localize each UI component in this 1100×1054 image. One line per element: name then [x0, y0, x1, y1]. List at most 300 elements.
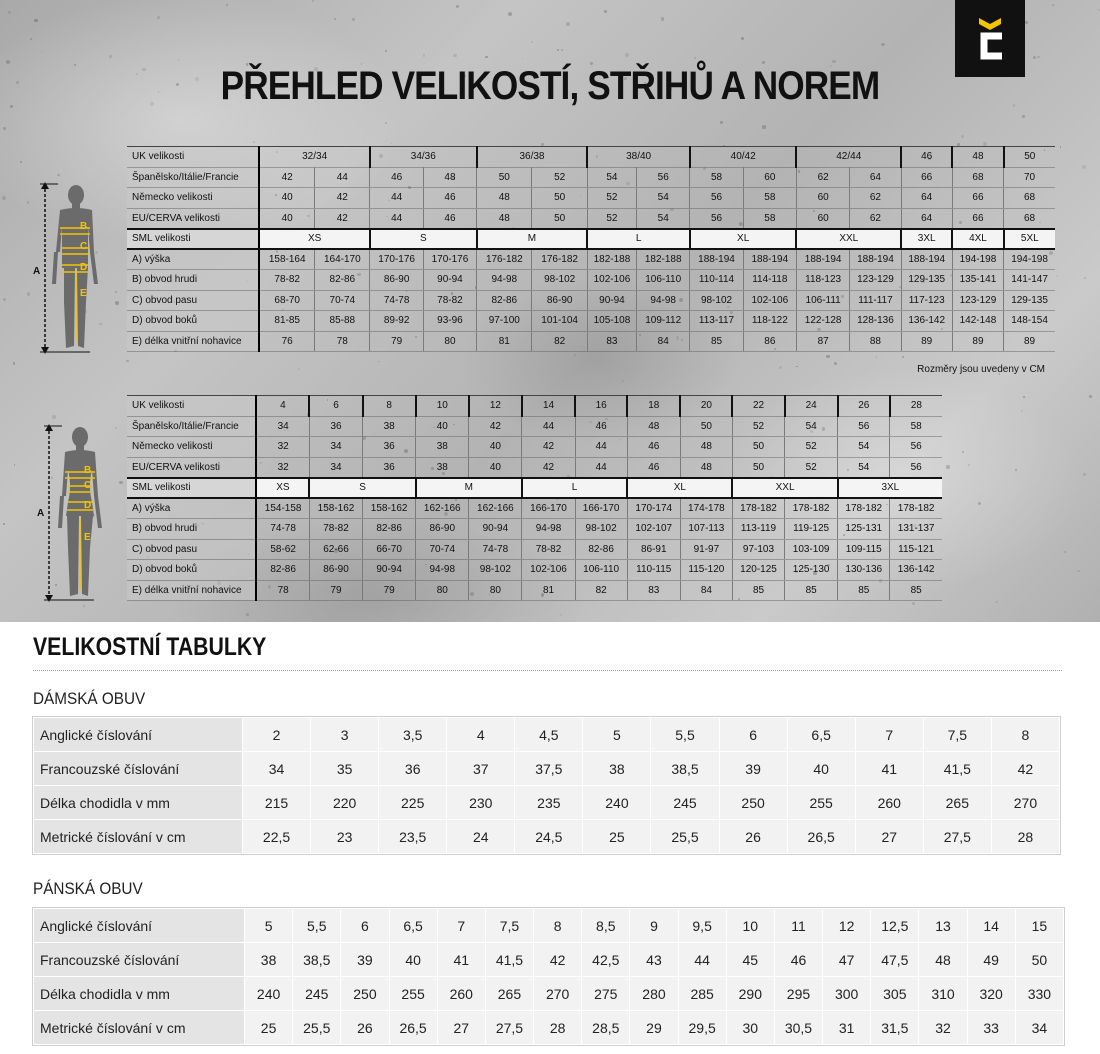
size-cell: 42: [259, 167, 314, 188]
concrete-speck: [352, 18, 355, 21]
concrete-speck: [121, 114, 122, 115]
size-cell: 60: [796, 208, 849, 229]
concrete-speck: [385, 50, 387, 52]
concrete-speck: [881, 43, 885, 47]
size-cell: 60: [796, 188, 849, 209]
size-cell: 6,5: [389, 909, 437, 943]
size-cell: 30,5: [774, 1011, 822, 1045]
size-cell: 38: [363, 416, 416, 437]
size-cell: 110-114: [690, 270, 743, 291]
size-cell: 32/34: [259, 147, 370, 168]
size-cell: 3,5: [379, 718, 447, 752]
svg-text:D: D: [80, 262, 88, 273]
size-cell: 38: [583, 752, 651, 786]
svg-text:E: E: [84, 532, 91, 543]
section-divider: [33, 670, 1062, 671]
concrete-speck: [1083, 473, 1086, 476]
size-cell: 54: [637, 208, 690, 229]
concrete-speck: [20, 161, 22, 163]
size-cell: 123-129: [952, 290, 1003, 311]
concrete-speck: [826, 355, 830, 359]
concrete-speck: [41, 51, 43, 53]
women-shoe-size-table: [33, 717, 1060, 854]
size-cell: 46: [901, 147, 952, 168]
concrete-speck: [391, 143, 392, 144]
concrete-speck: [298, 368, 300, 370]
uk-sizes-row: [127, 396, 942, 417]
size-cell: 56: [838, 416, 890, 437]
size-cell: 91-97: [680, 539, 732, 560]
size-cell: 170-176: [423, 249, 476, 270]
concrete-speck: [13, 362, 15, 364]
size-cell: 106-111: [796, 290, 849, 311]
size-cell: 12,5: [871, 909, 919, 943]
size-cell: 56: [890, 457, 942, 478]
size-cell: 36: [309, 416, 362, 437]
size-cell: 265: [485, 977, 533, 1011]
size-cell: 31,5: [871, 1011, 919, 1045]
size-cell: 109-112: [637, 311, 690, 332]
size-cell: 85: [732, 580, 784, 601]
size-cell: 131-137: [890, 519, 942, 540]
size-cell: 5: [245, 909, 293, 943]
row-label: Francouzské číslování: [34, 943, 245, 977]
row-label: UK velikosti: [127, 396, 256, 417]
size-cell: L: [587, 229, 690, 250]
size-cell: 46: [575, 416, 627, 437]
concrete-speck: [312, 0, 314, 2]
height-row: [127, 498, 942, 519]
row-label: Německo velikosti: [127, 437, 256, 458]
size-cell: 38/40: [587, 147, 690, 168]
concrete-speck: [334, 18, 336, 20]
concrete-speck: [226, 4, 228, 6]
size-cell: 7: [855, 718, 923, 752]
concrete-speck: [253, 141, 255, 143]
size-cell: 166-170: [522, 498, 575, 519]
size-cell: 48: [680, 437, 732, 458]
concrete-speck: [902, 356, 904, 358]
size-cell: 41,5: [923, 752, 991, 786]
concrete-speck: [694, 57, 696, 59]
size-cell: 44: [370, 188, 423, 209]
size-cell: 50: [532, 188, 587, 209]
size-cell: 48: [952, 147, 1003, 168]
size-cell: 125-131: [838, 519, 890, 540]
size-cell: 54: [587, 167, 636, 188]
size-cell: 26,5: [389, 1011, 437, 1045]
concrete-speck: [508, 12, 512, 16]
concrete-speck: [661, 17, 664, 20]
size-cell: 48: [477, 188, 532, 209]
size-cell: 40: [469, 457, 522, 478]
size-cell: 46: [774, 943, 822, 977]
size-cell: 245: [293, 977, 341, 1011]
concrete-speck: [622, 380, 624, 382]
size-cell: 225: [379, 786, 447, 820]
row-label: E) délka vnitřní nohavice: [127, 331, 259, 352]
size-cell: 34: [309, 437, 362, 458]
size-cell: 120-125: [732, 560, 784, 581]
size-cell: 102-106: [587, 270, 636, 291]
concrete-speck: [832, 60, 836, 64]
size-cell: 87: [796, 331, 849, 352]
size-cell: 89: [1004, 331, 1055, 352]
size-cell: 111-117: [850, 290, 901, 311]
size-cell: 81: [522, 580, 575, 601]
size-cell: 10: [416, 396, 469, 417]
row-label: Anglické číslování: [34, 909, 245, 943]
de-sizes-row: [127, 188, 1055, 209]
size-cell: 102-107: [627, 519, 680, 540]
size-cell: 83: [627, 580, 680, 601]
size-cell: 54: [637, 188, 690, 209]
size-cell: 4: [256, 396, 309, 417]
size-cell: 162-166: [469, 498, 522, 519]
size-cell: 106-110: [637, 270, 690, 291]
size-cell: 43: [630, 943, 678, 977]
size-cell: 58: [743, 188, 796, 209]
size-cell: 56: [890, 437, 942, 458]
size-cell: 82-86: [575, 539, 627, 560]
size-cell: 50: [532, 208, 587, 229]
size-cell: 178-182: [890, 498, 942, 519]
size-cell: 24,5: [515, 820, 583, 854]
men-shoe-size-table: [33, 908, 1064, 1045]
concrete-speck: [1037, 56, 1040, 59]
size-cell: 34: [243, 752, 311, 786]
concrete-speck: [522, 58, 524, 60]
size-cell: 50: [732, 437, 784, 458]
size-cell: 188-194: [850, 249, 901, 270]
size-cell: 47: [823, 943, 871, 977]
row-label: Španělsko/Itálie/Francie: [127, 167, 259, 188]
svg-text:A: A: [37, 508, 45, 519]
size-cell: 5,5: [293, 909, 341, 943]
size-cell: 74-78: [370, 290, 423, 311]
concrete-speck: [625, 53, 629, 57]
size-cell: 265: [923, 786, 991, 820]
de-sizes-row: [127, 437, 942, 458]
size-cell: 22: [732, 396, 784, 417]
size-cell: 45: [726, 943, 774, 977]
size-cell: XL: [690, 229, 797, 250]
size-cell: 14: [967, 909, 1015, 943]
size-cell: 240: [583, 786, 651, 820]
units-note: Rozměry jsou uvedeny v CM: [917, 364, 1045, 375]
concrete-speck: [246, 613, 249, 616]
size-cell: 275: [582, 977, 630, 1011]
shoe-row: [34, 752, 1060, 786]
size-cell: 86-90: [370, 270, 423, 291]
size-cell: 117-123: [901, 290, 952, 311]
size-cell: 6: [719, 718, 787, 752]
size-cell: 50: [680, 416, 732, 437]
size-cell: 40/42: [690, 147, 797, 168]
concrete-speck: [961, 135, 964, 138]
size-cell: 105-108: [587, 311, 636, 332]
size-cell: 58: [743, 208, 796, 229]
size-cell: 83: [587, 331, 636, 352]
size-cell: 48: [423, 167, 476, 188]
height-row: [127, 249, 1055, 270]
size-cell: 102-106: [743, 290, 796, 311]
concrete-speck: [3, 127, 6, 130]
size-cell: 40: [469, 437, 522, 458]
concrete-speck: [762, 125, 765, 128]
size-cell: 38: [416, 437, 469, 458]
size-cell: 79: [370, 331, 423, 352]
es-it-fr-sizes-row: [127, 167, 1055, 188]
men-body-figure: [28, 182, 118, 354]
row-label: D) obvod boků: [127, 311, 259, 332]
concrete-speck: [485, 56, 488, 59]
size-cell: 42: [469, 416, 522, 437]
size-cell: 164-170: [315, 249, 370, 270]
size-cell: 194-198: [1004, 249, 1055, 270]
size-cell: 39: [719, 752, 787, 786]
size-cell: 215: [243, 786, 311, 820]
size-cell: 174-178: [680, 498, 732, 519]
size-cell: 48: [680, 457, 732, 478]
size-cell: 6: [341, 909, 389, 943]
concrete-speck: [3, 298, 6, 301]
size-cell: 245: [651, 786, 719, 820]
size-cell: 46: [627, 457, 680, 478]
concrete-speck: [14, 464, 15, 465]
size-cell: 64: [850, 167, 901, 188]
size-cell: XS: [256, 478, 309, 499]
size-cell: 62: [850, 208, 901, 229]
waist-row: [127, 539, 942, 560]
size-cell: 115-121: [890, 539, 942, 560]
row-label: A) výška: [127, 249, 259, 270]
size-cell: 42: [315, 188, 370, 209]
row-label: B) obvod hrudi: [127, 519, 256, 540]
size-cell: 54: [785, 416, 838, 437]
size-cell: 36/38: [477, 147, 588, 168]
size-cell: 76: [259, 331, 314, 352]
size-cell: 94-98: [477, 270, 532, 291]
size-cell: 52: [587, 188, 636, 209]
size-cell: 6,5: [787, 718, 855, 752]
size-cell: 106-110: [575, 560, 627, 581]
size-cell: 182-188: [587, 249, 636, 270]
size-cell: 56: [690, 188, 743, 209]
size-cell: 41,5: [485, 943, 533, 977]
size-cell: 188-194: [690, 249, 743, 270]
concrete-speck: [796, 366, 797, 367]
row-label: B) obvod hrudi: [127, 270, 259, 291]
size-cell: 25,5: [293, 1011, 341, 1045]
size-cell: 48: [919, 943, 967, 977]
eu-cerva-sizes-row: [127, 457, 942, 478]
concrete-speck: [1022, 115, 1025, 118]
concrete-speck: [779, 366, 782, 369]
women-clothing-size-table: [127, 395, 942, 601]
concrete-speck: [1021, 410, 1023, 412]
size-cell: 260: [437, 977, 485, 1011]
size-cell: 79: [309, 580, 362, 601]
svg-text:B: B: [80, 221, 88, 232]
size-cell: 7: [437, 909, 485, 943]
size-cell: 33: [967, 1011, 1015, 1045]
size-cell: 85: [785, 580, 838, 601]
size-cell: XXL: [732, 478, 837, 499]
size-cell: 89: [952, 331, 1003, 352]
size-cell: 285: [678, 977, 726, 1011]
size-cell: 22,5: [243, 820, 311, 854]
size-cell: 154-158: [256, 498, 309, 519]
size-cell: XL: [627, 478, 732, 499]
size-cell: 176-182: [477, 249, 532, 270]
size-cell: 66-70: [363, 539, 416, 560]
size-cell: 9: [630, 909, 678, 943]
size-cell: 84: [680, 580, 732, 601]
size-cell: 125-130: [785, 560, 838, 581]
women-shoes-heading: DÁMSKÁ OBUV: [33, 689, 146, 708]
concrete-speck: [995, 601, 998, 604]
size-cell: 62: [796, 167, 849, 188]
size-cell: 58-62: [256, 539, 309, 560]
size-cell: 32: [256, 437, 309, 458]
size-cell: 49: [967, 943, 1015, 977]
concrete-speck: [8, 11, 11, 14]
size-cell: 54: [838, 437, 890, 458]
size-cell: 9,5: [678, 909, 726, 943]
size-cell: 38: [245, 943, 293, 977]
size-cell: 50: [732, 457, 784, 478]
size-cell: 70-74: [315, 290, 370, 311]
concrete-speck: [531, 41, 533, 43]
hips-row: [127, 560, 942, 581]
size-cell: 86-91: [627, 539, 680, 560]
concrete-speck: [876, 356, 878, 358]
row-label: Francouzské číslování: [34, 752, 243, 786]
size-cell: 178-182: [785, 498, 838, 519]
size-cell: 7,5: [485, 909, 533, 943]
size-cell: 4: [447, 718, 515, 752]
size-cell: 78-82: [259, 270, 314, 291]
size-cell: 80: [416, 580, 469, 601]
size-cell: 97-100: [477, 311, 532, 332]
size-cell: 89: [901, 331, 952, 352]
size-cell: 26: [341, 1011, 389, 1045]
size-cell: 34/36: [370, 147, 477, 168]
size-cell: 32: [256, 457, 309, 478]
row-label: SML velikosti: [127, 478, 256, 499]
size-cell: 46: [423, 188, 476, 209]
concrete-speck: [385, 122, 387, 124]
size-cell: 58: [890, 416, 942, 437]
size-cell: 270: [991, 786, 1059, 820]
size-cell: L: [522, 478, 627, 499]
row-label: EU/CERVA velikosti: [127, 208, 259, 229]
size-cell: 82-86: [363, 519, 416, 540]
concrete-speck: [741, 37, 744, 40]
size-cell: 50: [1004, 147, 1055, 168]
svg-text:A: A: [33, 266, 41, 277]
size-cell: 54: [838, 457, 890, 478]
size-cell: 82: [532, 331, 587, 352]
concrete-speck: [6, 60, 10, 64]
size-cell: 118-122: [743, 311, 796, 332]
size-cell: 270: [534, 977, 582, 1011]
size-cell: 107-113: [680, 519, 732, 540]
size-cell: 8: [534, 909, 582, 943]
size-cell: 320: [967, 977, 1015, 1011]
concrete-speck: [30, 38, 32, 40]
size-cell: 8: [363, 396, 416, 417]
concrete-speck: [157, 16, 160, 19]
size-cell: 23: [311, 820, 379, 854]
size-cell: 52: [532, 167, 587, 188]
size-cell: 141-147: [1004, 270, 1055, 291]
size-cell: 5: [583, 718, 651, 752]
size-cell: 42,5: [582, 943, 630, 977]
size-cell: 88: [850, 331, 901, 352]
sml-sizes-row: [127, 478, 942, 499]
size-cell: 93-96: [423, 311, 476, 332]
size-cell: 310: [919, 977, 967, 1011]
concrete-speck: [178, 59, 179, 60]
size-cell: 78: [315, 331, 370, 352]
svg-text:D: D: [84, 500, 92, 511]
size-cell: 28: [534, 1011, 582, 1045]
size-cell: 182-188: [637, 249, 690, 270]
concrete-speck: [566, 22, 570, 26]
size-cell: 50: [1015, 943, 1063, 977]
size-cell: 48: [477, 208, 532, 229]
size-cell: 40: [389, 943, 437, 977]
size-cell: 16: [575, 396, 627, 417]
uk-sizes-row: [127, 147, 1055, 168]
size-cell: 68-70: [259, 290, 314, 311]
size-cell: 46: [370, 167, 423, 188]
row-label: Španělsko/Itálie/Francie: [127, 416, 256, 437]
shoe-row: [34, 718, 1060, 752]
size-cell: 56: [637, 167, 690, 188]
sml-sizes-row: [127, 229, 1055, 250]
concrete-speck: [1084, 277, 1086, 279]
size-cell: 295: [774, 977, 822, 1011]
size-cell: 86-90: [309, 560, 362, 581]
concrete-speck: [1015, 469, 1017, 471]
size-cell: 35: [311, 752, 379, 786]
size-cell: 250: [719, 786, 787, 820]
concrete-speck: [1052, 4, 1054, 6]
inseam-row: [127, 580, 942, 601]
size-cell: 31: [823, 1011, 871, 1045]
size-cell: 86-90: [416, 519, 469, 540]
size-cell: 97-103: [732, 539, 784, 560]
size-cell: 5XL: [1004, 229, 1055, 250]
size-cell: 42: [315, 208, 370, 229]
size-cell: 78-82: [309, 519, 362, 540]
concrete-speck: [720, 121, 723, 124]
men-clothing-size-table: [127, 146, 1055, 352]
size-cell: 89-92: [370, 311, 423, 332]
svg-text:E: E: [80, 288, 87, 299]
size-cell: 8: [991, 718, 1059, 752]
size-cell: 94-98: [637, 290, 690, 311]
size-cell: 113-119: [732, 519, 784, 540]
row-label: E) délka vnitřní nohavice: [127, 580, 256, 601]
size-cell: 148-154: [1004, 311, 1055, 332]
size-cell: 142-148: [952, 311, 1003, 332]
size-cell: 30: [726, 1011, 774, 1045]
row-label: Délka chodidla v mm: [34, 786, 243, 820]
